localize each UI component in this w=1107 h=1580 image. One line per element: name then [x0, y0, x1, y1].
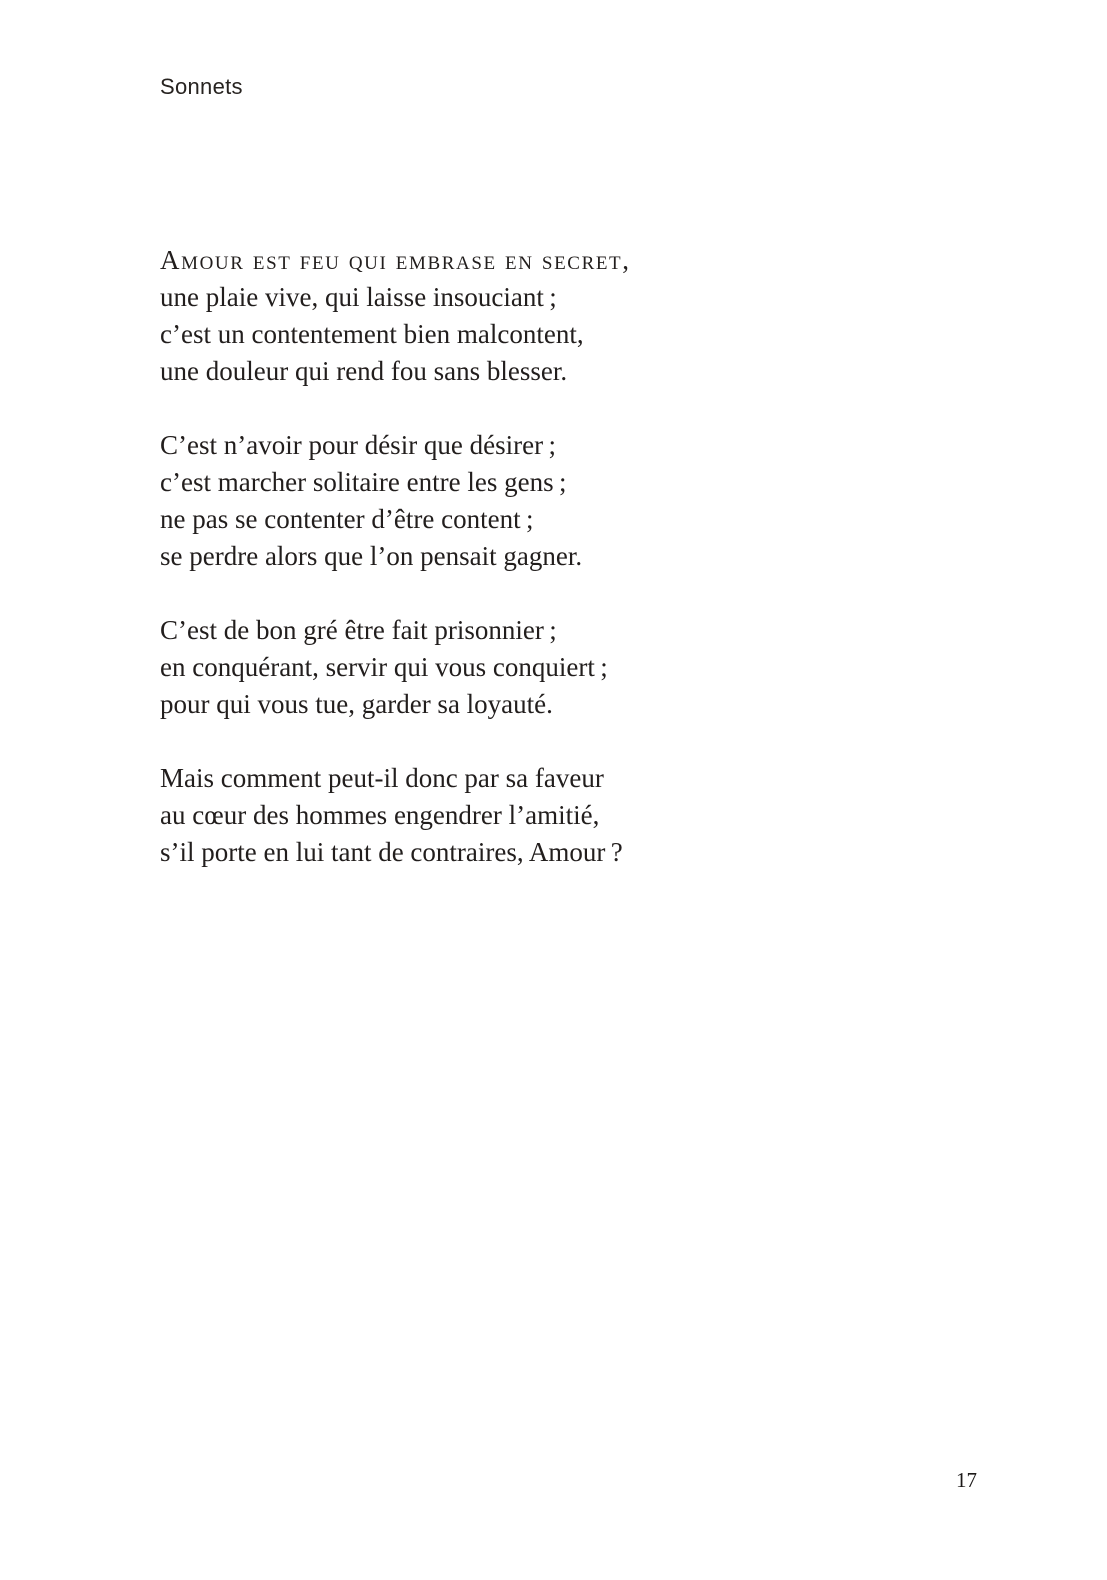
poem-line: s’il porte en lui tant de contraires, Amour ? — [160, 837, 623, 867]
poem-line: C’est de bon gré être fait prisonnier ; — [160, 615, 557, 645]
poem-line: c’est marcher solitaire entre les gens ; — [160, 467, 567, 497]
poem — [160, 242, 780, 908]
poem-line: en conquérant, servir qui vous conquiert ; — [160, 652, 608, 682]
stanza — [160, 427, 780, 575]
page-number: 17 — [956, 1468, 977, 1492]
poem-line: C’est n’avoir pour désir que désirer ; — [160, 430, 557, 460]
poem-line: Mais comment peut-il donc par sa faveur — [160, 763, 604, 793]
running-header: Sonnets — [160, 74, 243, 99]
poem-line: c’est un contentement bien malcontent, — [160, 319, 584, 349]
poem-line: une douleur qui rend fou sans blesser. — [160, 356, 568, 386]
stanza — [160, 242, 780, 390]
poem-line: au cœur des hommes engendrer l’amitié, — [160, 800, 600, 830]
poem-line: ne pas se contenter d’être content ; — [160, 504, 534, 534]
poem-line: se perdre alors que l’on pensait gagner. — [160, 541, 583, 571]
stanza — [160, 760, 780, 871]
poem-line: une plaie vive, qui laisse insouciant ; — [160, 282, 557, 312]
poem-line: pour qui vous tue, garder sa loyauté. — [160, 689, 553, 719]
stanza — [160, 612, 780, 723]
poem-opening-line: Amour est feu qui embrase en secret, — [160, 245, 631, 275]
